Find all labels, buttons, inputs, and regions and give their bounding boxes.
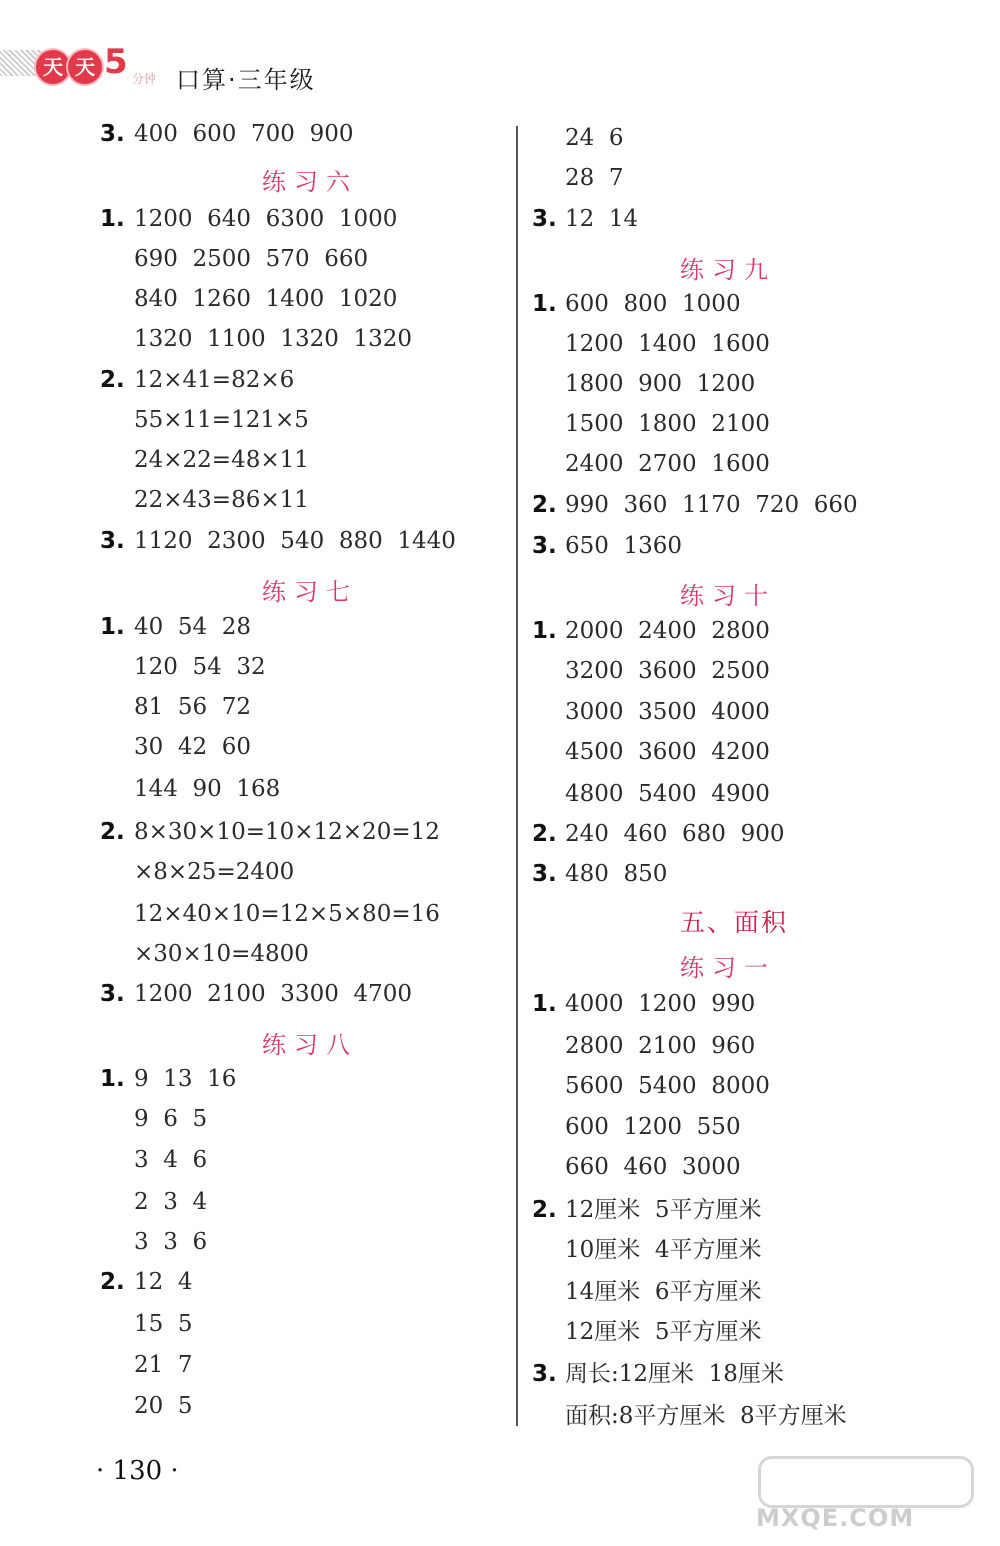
answer-text: 14厘米 6平方厘米 — [565, 1279, 762, 1305]
question-number: 3. — [532, 533, 557, 559]
section-title: 练习七 — [262, 578, 358, 606]
answer-line — [532, 124, 624, 152]
answer-text: 24×22=48×11 — [134, 447, 309, 473]
answer-line — [100, 1228, 207, 1256]
question-number: 1. — [100, 206, 125, 232]
answer-line — [100, 858, 294, 886]
answer-text: 5600 5400 8000 — [565, 1073, 770, 1099]
answer-text: 1120 2300 540 880 1440 — [134, 528, 456, 554]
answer-line — [532, 1072, 770, 1100]
answer-line — [100, 325, 412, 353]
answer-text: 24 6 — [565, 125, 624, 151]
page-number: · 130 · — [96, 1456, 179, 1486]
answer-line — [532, 1360, 784, 1388]
answer-line — [100, 486, 309, 514]
question-number: 1. — [100, 1066, 125, 1092]
answer-line — [100, 693, 251, 721]
watermark-logo-icon — [758, 1456, 974, 1508]
answer-line — [532, 990, 755, 1018]
answer-text: 15 5 — [134, 1311, 193, 1337]
answer-text: 12×40×10=12×5×80=16 — [134, 901, 440, 927]
answer-text: 3000 3500 4000 — [565, 699, 770, 725]
answer-line — [100, 205, 397, 233]
answer-line — [532, 1113, 741, 1141]
answer-line — [100, 1351, 193, 1379]
question-number: 2. — [532, 492, 557, 518]
answer-text: 3200 3600 2500 — [565, 658, 770, 684]
answer-line — [532, 290, 741, 318]
answer-text: 4500 3600 4200 — [565, 739, 770, 765]
answer-text: 2000 2400 2800 — [565, 618, 770, 644]
answer-text: 400 600 700 900 — [134, 121, 354, 147]
answer-text: 650 1360 — [565, 533, 683, 559]
answer-text: 3 4 6 — [134, 1147, 208, 1173]
answer-line — [100, 1392, 193, 1420]
answer-line — [532, 410, 770, 438]
question-number: 3. — [532, 861, 557, 887]
logo-badge-2: 天 — [68, 50, 102, 84]
answer-line — [100, 1310, 193, 1338]
answer-text: 12 14 — [565, 206, 639, 232]
answer-text: 3 3 6 — [134, 1229, 208, 1255]
answer-line — [532, 450, 770, 478]
answer-text: 12厘米 5平方厘米 — [565, 1319, 762, 1345]
answer-line — [532, 205, 638, 233]
answer-line — [100, 733, 251, 761]
section-title: 练习六 — [262, 168, 358, 196]
answer-line — [532, 164, 624, 192]
answer-text: 面积:8平方厘米 8平方厘米 — [565, 1403, 847, 1429]
question-number: 3. — [100, 121, 125, 147]
answer-line — [100, 940, 309, 968]
answer-line — [100, 1268, 193, 1296]
answer-text: 600 800 1000 — [565, 291, 741, 317]
answer-line — [100, 1146, 207, 1174]
answer-text: 480 850 — [565, 861, 668, 887]
answer-text: 12 4 — [134, 1269, 193, 1295]
answer-text: 690 2500 570 660 — [134, 246, 369, 272]
answer-line — [100, 613, 251, 641]
answer-text: 9 6 5 — [134, 1106, 208, 1132]
answer-text: 2 3 4 — [134, 1189, 208, 1215]
question-number: 1. — [532, 291, 557, 317]
answer-line — [532, 738, 770, 766]
answer-line — [532, 820, 784, 848]
answer-text: 4800 5400 4900 — [565, 781, 770, 807]
answer-text: 144 90 168 — [134, 776, 281, 802]
answer-text: 81 56 72 — [134, 694, 252, 720]
question-number: 2. — [100, 819, 125, 845]
answer-text: 240 460 680 900 — [565, 821, 785, 847]
answer-text: 120 54 32 — [134, 654, 266, 680]
watermark — [748, 1456, 978, 1534]
answer-line — [532, 617, 770, 645]
answer-text: ×8×25=2400 — [134, 859, 295, 885]
answer-line — [100, 653, 266, 681]
answer-line — [100, 120, 353, 148]
answer-text: 2800 2100 960 — [565, 1033, 756, 1059]
answer-text: 600 1200 550 — [565, 1114, 741, 1140]
answer-line — [100, 1065, 236, 1093]
answer-text: 1200 2100 3300 4700 — [134, 981, 412, 1007]
answer-text: 1500 1800 2100 — [565, 411, 770, 437]
answer-text: 1200 640 6300 1000 — [134, 206, 398, 232]
answer-line — [532, 1278, 762, 1306]
chapter-title: 五、面积 — [680, 908, 789, 937]
answer-line — [100, 1105, 207, 1133]
column-divider — [516, 126, 518, 1426]
logo-small-text: 分钟 — [132, 72, 157, 86]
question-number: 2. — [532, 1197, 557, 1223]
answer-line — [532, 1032, 755, 1060]
answer-text: 22×43=86×11 — [134, 487, 309, 513]
answer-line — [100, 527, 456, 555]
answer-text: 1200 1400 1600 — [565, 331, 770, 357]
answer-line — [100, 775, 280, 803]
answer-line — [100, 406, 309, 434]
watermark-text: MXQE.COM — [756, 1504, 915, 1532]
answer-line — [532, 780, 770, 808]
answer-line — [532, 1318, 762, 1346]
answer-line — [100, 818, 440, 846]
question-number: 2. — [532, 821, 557, 847]
answer-line — [532, 860, 667, 888]
question-number: 1. — [532, 618, 557, 644]
section-title: 练习八 — [262, 1031, 358, 1059]
answer-text: 12厘米 5平方厘米 — [565, 1197, 762, 1223]
answer-text: 28 7 — [565, 165, 624, 191]
question-number: 3. — [532, 1361, 557, 1387]
question-number: 3. — [100, 528, 125, 554]
answer-line — [100, 446, 309, 474]
answer-line — [532, 1196, 762, 1224]
answer-line — [532, 491, 858, 519]
logo-badge-1: 天 — [36, 50, 70, 84]
answer-text: 4000 1200 990 — [565, 991, 756, 1017]
answer-text: 2400 2700 1600 — [565, 451, 770, 477]
header-title: 口算·三年级 — [176, 66, 316, 94]
answer-text: 40 54 28 — [134, 614, 252, 640]
question-number: 3. — [100, 981, 125, 1007]
answer-line — [100, 1188, 207, 1216]
answer-line — [532, 657, 770, 685]
answer-text: 840 1260 1400 1020 — [134, 286, 398, 312]
section-title: 练习九 — [680, 256, 776, 284]
answer-text: ×30×10=4800 — [134, 941, 309, 967]
answer-line — [532, 370, 755, 398]
answer-line — [532, 1402, 847, 1430]
question-number: 2. — [100, 1269, 125, 1295]
answer-text: 660 460 3000 — [565, 1154, 741, 1180]
answer-text: 20 5 — [134, 1393, 193, 1419]
answer-text: 10厘米 4平方厘米 — [565, 1237, 762, 1263]
answer-line — [532, 1236, 762, 1264]
question-number: 3. — [532, 206, 557, 232]
answer-text: 990 360 1170 720 660 — [565, 492, 858, 518]
answer-text: 周长:12厘米 18厘米 — [565, 1361, 784, 1387]
answer-line — [100, 245, 368, 273]
answer-text: 12×41=82×6 — [134, 367, 295, 393]
answer-text: 21 7 — [134, 1352, 193, 1378]
answer-line — [532, 1153, 741, 1181]
section-title: 练习一 — [680, 954, 776, 982]
answer-line — [100, 900, 440, 928]
answer-text: 8×30×10=10×12×20=12 — [134, 819, 440, 845]
page-header — [0, 42, 360, 102]
answer-line — [100, 980, 412, 1008]
question-number: 2. — [100, 367, 125, 393]
answer-text: 1800 900 1200 — [565, 371, 756, 397]
answer-text: 1320 1100 1320 1320 — [134, 326, 412, 352]
answer-text: 9 13 16 — [134, 1066, 237, 1092]
answer-text: 30 42 60 — [134, 734, 252, 760]
answer-line — [100, 366, 294, 394]
question-number: 1. — [100, 614, 125, 640]
answer-line — [532, 698, 770, 726]
answer-line — [100, 285, 397, 313]
logo-five: 5 — [104, 42, 128, 82]
answer-text: 55×11=121×5 — [134, 407, 309, 433]
section-title: 练习十 — [680, 582, 776, 610]
answer-line — [532, 330, 770, 358]
question-number: 1. — [532, 991, 557, 1017]
answer-line — [532, 532, 682, 560]
